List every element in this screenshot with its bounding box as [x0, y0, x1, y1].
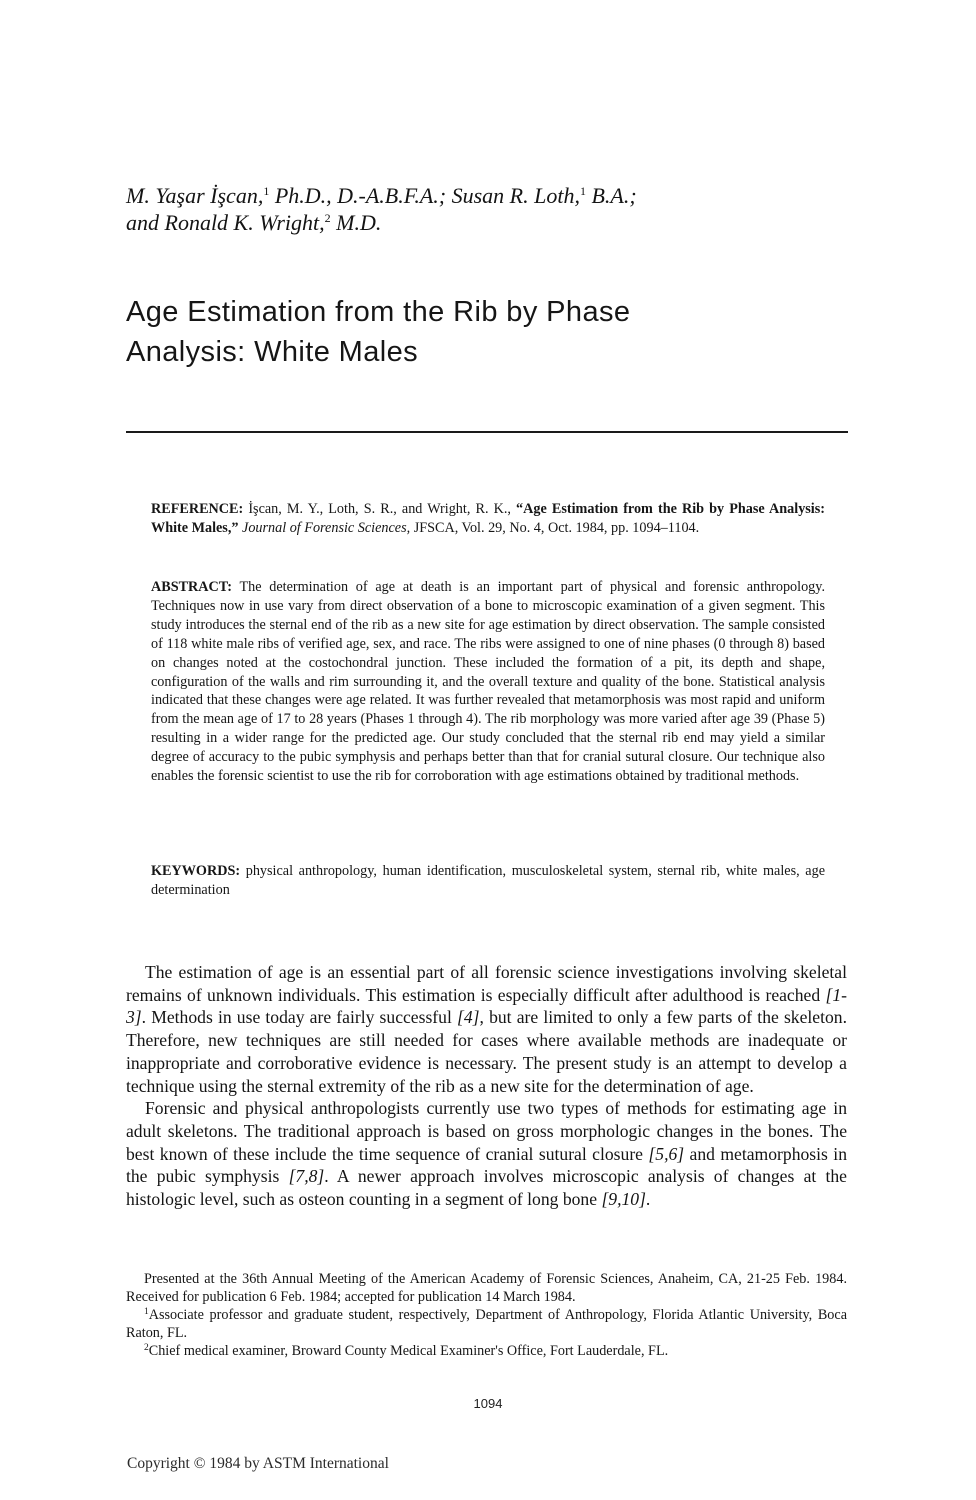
- body-text-run: and metamorphosis in the pubic symphysis: [126, 1143, 847, 1187]
- reference-title: “Age Estimation from the Rib by Phase Analysis: White Males,”: [151, 501, 825, 536]
- keywords-block: [151, 862, 825, 900]
- body-text-run: The estimation of age is an essential part of all forensic science investigations involving skeletal remains of unknown individuals. This estimation is especially difficult after adulthood is reached: [126, 962, 847, 1005]
- author-3-degree: M.D.: [330, 210, 382, 235]
- footnote-text: Associate professor and graduate student, respectively, Department of Anthropology, Florida Atlantic University, Boca Raton, FL.: [126, 1306, 847, 1341]
- paper-title-line-1: Age Estimation from the Rib by Phase: [126, 296, 631, 328]
- author-2-degree: B.A.;: [585, 183, 637, 208]
- citation: [1-3]: [126, 984, 847, 1028]
- paper-title-line-2: Analysis: White Males: [126, 336, 419, 368]
- keywords-text: physical anthropology, human identification, musculoskeletal system, sternal rib, white males, age determination: [151, 863, 825, 898]
- body-text-run: . Methods in use today are fairly successful: [141, 1007, 458, 1028]
- author-2-name: Susan R. Loth,: [446, 183, 580, 208]
- footnotes: [126, 1271, 847, 1361]
- reference-journal: Journal of Forensic Sciences,: [238, 519, 411, 536]
- author-2-affiliation-marker: 1: [579, 184, 586, 198]
- reference-citation: JFSCA, Vol. 29, No. 4, Oct. 1984, pp. 1094–1104.: [410, 519, 700, 536]
- body-text-run: .: [645, 1189, 651, 1210]
- body-text-run: , but are limited to only a few parts of the skeleton. Therefore, new techniques are still needed for cases where available methods are inadequate or inappropriate and corroborative evidence is necessary. The present study is an attempt to develop a technique using the sternal extremity of the rib as a new site for the determination of age.: [126, 1007, 847, 1096]
- author-3-affiliation-marker: 2: [324, 211, 331, 225]
- footnote-text: Presented at the 36th Annual Meeting of the American Academy of Forensic Sciences, Anaheim, CA, 21-25 Feb. 1984. Received for publication 6 Feb. 1984; accepted for publication 14 March 1984.: [126, 1271, 847, 1305]
- reference-block: [151, 500, 825, 538]
- abstract-label: ABSTRACT:: [151, 579, 232, 595]
- paper-title: [126, 292, 846, 372]
- footnote-1: [126, 1307, 847, 1343]
- citation: [5,6]: [648, 1143, 685, 1164]
- abstract-block: [151, 578, 825, 786]
- footnote-text: Chief medical examiner, Broward County Medical Examiner's Office, Fort Lauderdale, FL.: [148, 1342, 669, 1359]
- reference-label: REFERENCE:: [151, 501, 244, 517]
- footnote-presentation: [126, 1271, 847, 1307]
- citation: [4]: [457, 1007, 480, 1028]
- body-paragraph: [126, 1097, 847, 1211]
- author-3-name: and Ronald K. Wright,: [126, 210, 325, 235]
- reference-authors: İşcan, M. Y., Loth, S. R., and Wright, R. K.,: [243, 501, 517, 517]
- body-paragraph: [126, 961, 847, 1097]
- abstract-text: The determination of age at death is an important part of physical and forensic anthropology. Techniques now in use vary from direct observation of a bone to microscopic examination of a given segment. This study introduces the sternal end of the rib as a new site for age estimation by direct observation. The sample consisted of 118 white male ribs of verified age, sex, and race. The ribs were assigned to one of nine phases (0 through 8) based on changes noted at the costochondral junction. These included the formation of a pit, its depth and shape, configuration of the walls and rim surrounding it, and the overall texture and quality of the bone. Statistical analysis indicated that these changes were age related. It was further revealed that metamorphosis was most rapid and uniform from the mean age of 17 to 28 years (Phases 1 through 4). The rib morphology was more varied after age 39 (Phase 5) resulting in a wider range for the predicted age. Our study concluded that the sternal rib end may yield a similar degree of accuracy to the pubic symphysis and perhaps better than that for cranial sutural closure. Our technique also enables the forensic scientist to use the rib for corroboration with age estimations obtained by traditional methods.: [151, 579, 825, 785]
- footnote-marker: 1: [144, 1306, 149, 1317]
- body-text-run: . A newer approach involves microscopic analysis of changes at the histologic level, such as osteon counting in a segment of long bone: [126, 1166, 847, 1210]
- author-line: [126, 182, 846, 236]
- page-number: 1094: [473, 1396, 503, 1411]
- footnote-2: [126, 1343, 847, 1361]
- copyright-notice: Copyright © 1984 by ASTM International: [127, 1455, 389, 1472]
- body-text-run: Forensic and physical anthropologists currently use two types of methods for estimating age in adult skeletons. The traditional approach is based on gross morphologic changes in the bones. The best known of these include the time sequence of cranial sutural closure: [126, 1098, 847, 1164]
- title-divider: [126, 431, 848, 433]
- footnote-marker: 2: [144, 1342, 149, 1353]
- author-1-name: M. Yaşar İşcan,: [126, 183, 264, 208]
- body-text: [126, 961, 847, 1211]
- author-1-degree: Ph.D., D.-A.B.F.A.;: [269, 183, 447, 208]
- citation: [9,10]: [601, 1189, 646, 1210]
- keywords-label: KEYWORDS:: [151, 863, 241, 879]
- citation: [7,8]: [288, 1166, 325, 1187]
- author-1-affiliation-marker: 1: [263, 184, 270, 198]
